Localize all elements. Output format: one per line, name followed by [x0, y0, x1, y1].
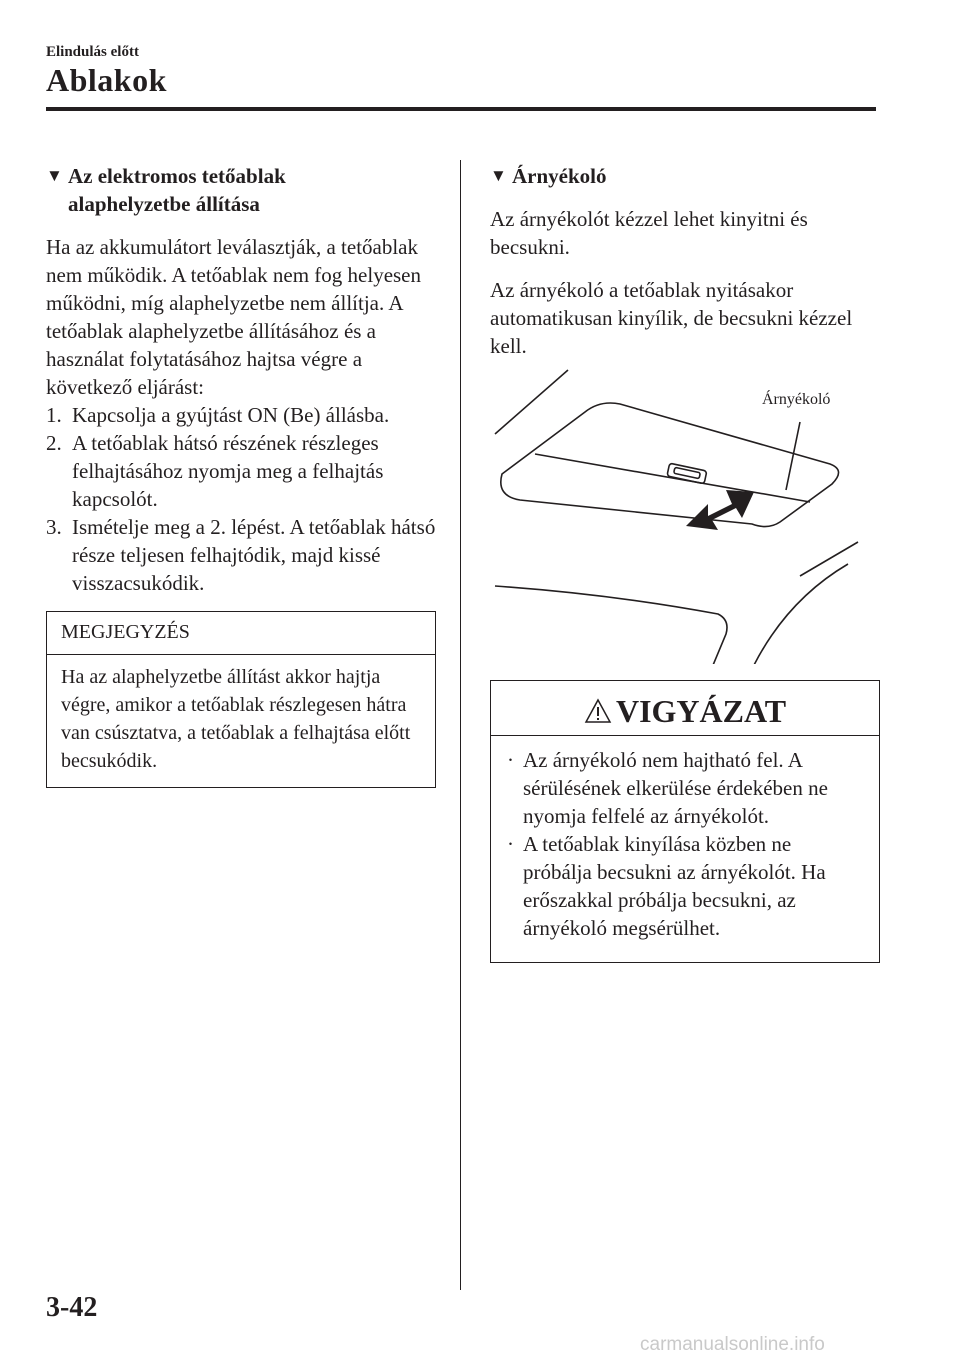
list-item [507, 746, 859, 830]
warning-item-text: Az árnyékoló nem hajtható fel. A sérülésének elkerülése érdekében ne nyomja felfelé az árnyékolót. [523, 748, 828, 828]
warning-list [491, 746, 879, 942]
note-title: MEGJEGYZÉS [47, 612, 435, 655]
section-heading-reset [46, 162, 436, 218]
note-body: Ha az alaphelyzetbe állítást akkor hajtja végre, amikor a tetőablak részlegesen hátra van csúsztatva, a tetőablak a felhajtása előtt becsukódik. [61, 666, 411, 772]
chapter-title: Ablakok [46, 62, 167, 98]
heading-line-1: Az elektromos tetőablak [68, 164, 286, 188]
list-item [507, 830, 859, 942]
step-number: 3. [46, 515, 62, 539]
step-text: A tetőablak hátsó részének részleges felhajtásához nyomja meg a felhajtás kapcsolót. [72, 431, 384, 511]
heading-line-2: alaphelyzetbe állítása [68, 192, 260, 216]
heading-text: Árnyékoló [512, 164, 607, 188]
intro-paragraph: Ha az akkumulátort leválasztják, a tetőablak nem működik. A tetőablak nem fog helyesen működni, míg alaphelyzetbe nem állítja. A tetőablak alaphelyzetbe állításához és a használat folytatásához hajtsa végre a következő eljárást: [46, 235, 422, 399]
bullet-dot-icon: · [507, 832, 514, 856]
paragraph-2: Az árnyékoló a tetőablak nyitásakor automatikusan kinyílik, de becsukni kézzel kell. [490, 278, 853, 358]
watermark-text: carmanualsonline.info [640, 1334, 825, 1355]
step-text: Ismételje meg a 2. lépést. A tetőablak hátsó része teljesen felhajtódik, majd kissé visszacsukódik. [72, 515, 436, 595]
warning-title [491, 687, 879, 736]
list-item [46, 401, 436, 429]
section-heading-sunshade [490, 162, 880, 190]
list-item [46, 429, 436, 513]
figure-label-sunshade: Árnyékoló [762, 391, 831, 408]
note-box [46, 611, 436, 788]
header-rule [46, 107, 876, 111]
warning-triangle-icon [584, 698, 612, 724]
steps-list [46, 401, 436, 597]
sunshade-figure [490, 364, 880, 664]
right-column [490, 162, 880, 963]
left-column [46, 162, 436, 788]
column-divider [460, 160, 461, 1290]
triangle-bullet-icon: ▼ [46, 166, 63, 185]
triangle-bullet-icon: ▼ [490, 166, 507, 185]
warning-title-text: VIGYÁZAT [615, 693, 787, 729]
list-item [46, 513, 436, 597]
paragraph-1: Az árnyékolót kézzel lehet kinyitni és becsukni. [490, 207, 808, 259]
warning-box [490, 680, 880, 963]
step-number: 1. [46, 403, 62, 427]
step-number: 2. [46, 431, 62, 455]
warning-item-text: A tetőablak kinyílása közben ne próbálja becsukni az árnyékolót. Ha erőszakkal próbálja becsukni, az árnyékoló megsérülhet. [523, 832, 826, 940]
bullet-dot-icon: · [507, 748, 514, 772]
step-text: Kapcsolja a gyújtást ON (Be) állásba. [72, 403, 390, 427]
page-number: 3-42 [46, 1292, 98, 1323]
section-label: Elindulás előtt [46, 44, 139, 60]
